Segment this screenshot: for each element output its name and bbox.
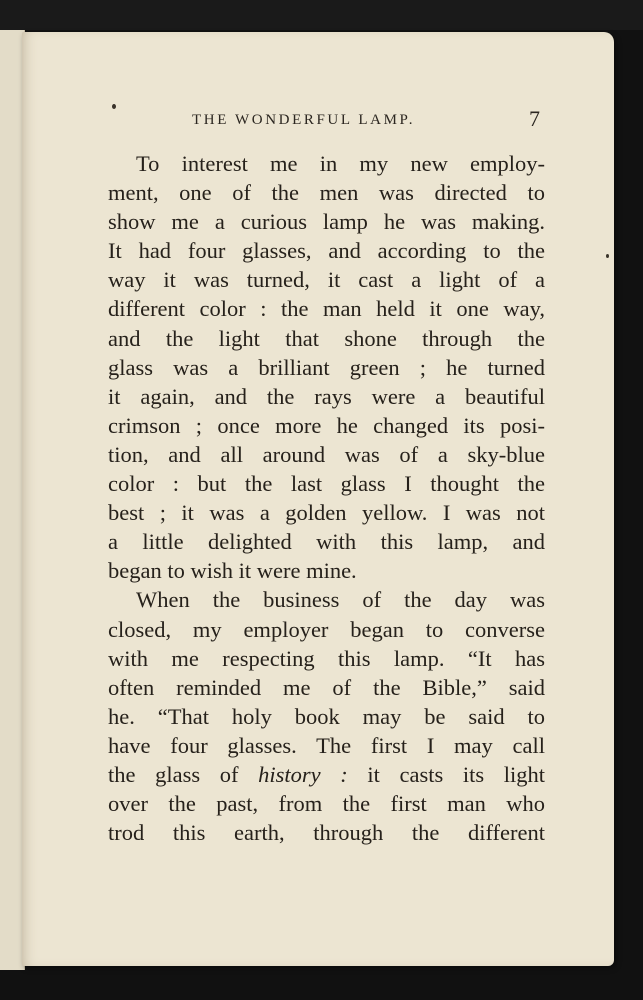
text-line: ment, one of the men was directed to xyxy=(108,180,545,206)
text-line: To interest me in my new employ- xyxy=(136,151,545,176)
text-line: crimson ; once more he changed its posi- xyxy=(108,412,545,438)
text-line: have four glasses. The first I may call xyxy=(108,732,545,758)
text-line: often reminded me of the Bible,” said xyxy=(108,674,545,700)
text-line: it again, and the rays were a beautiful xyxy=(108,383,545,409)
book-page xyxy=(22,32,614,966)
text-line: It had four glasses, and according to the xyxy=(108,238,545,264)
ink-speck xyxy=(112,104,116,109)
text-line: When the business of the day was xyxy=(136,587,545,613)
text-line: trod this earth, through the different xyxy=(108,820,545,846)
running-title: THE WONDERFUL LAMP. xyxy=(192,112,416,128)
text-line: tion, and all around was of a sky-blue xyxy=(108,441,545,467)
text-line: began to wish it were mine. xyxy=(108,558,357,584)
text-line: he. “That holy book may be said to xyxy=(108,703,545,729)
text-fragment: it casts its light xyxy=(347,761,545,787)
text-line: way it was turned, it cast a light of a xyxy=(108,267,545,293)
text-fragment: the glass of xyxy=(108,761,259,787)
text-line: glass was a brilliant green ; he turned xyxy=(108,354,545,380)
text-line: over the past, from the first man who xyxy=(108,791,545,817)
text-line: a little delighted with this lamp, and xyxy=(108,529,545,555)
ink-speck xyxy=(606,254,609,258)
text-line: show me a curious lamp he was making. xyxy=(108,209,545,235)
text-line: color : but the last glass I thought the xyxy=(108,471,545,497)
text-line: different color : the man held it one way, xyxy=(108,296,545,322)
text-line: with me respecting this lamp. “It has xyxy=(108,645,545,671)
italic-word-history: history : xyxy=(258,761,348,787)
text-line: best ; it was a golden yellow. I was not xyxy=(108,500,545,526)
text-line-with-italic xyxy=(108,760,545,789)
body-text xyxy=(108,149,545,847)
page-number: 7 xyxy=(529,106,540,131)
text-line: closed, my employer began to converse xyxy=(108,616,545,642)
scan-backdrop xyxy=(0,0,643,30)
text-line: and the light that shone through the xyxy=(108,325,545,351)
running-header xyxy=(22,106,614,140)
